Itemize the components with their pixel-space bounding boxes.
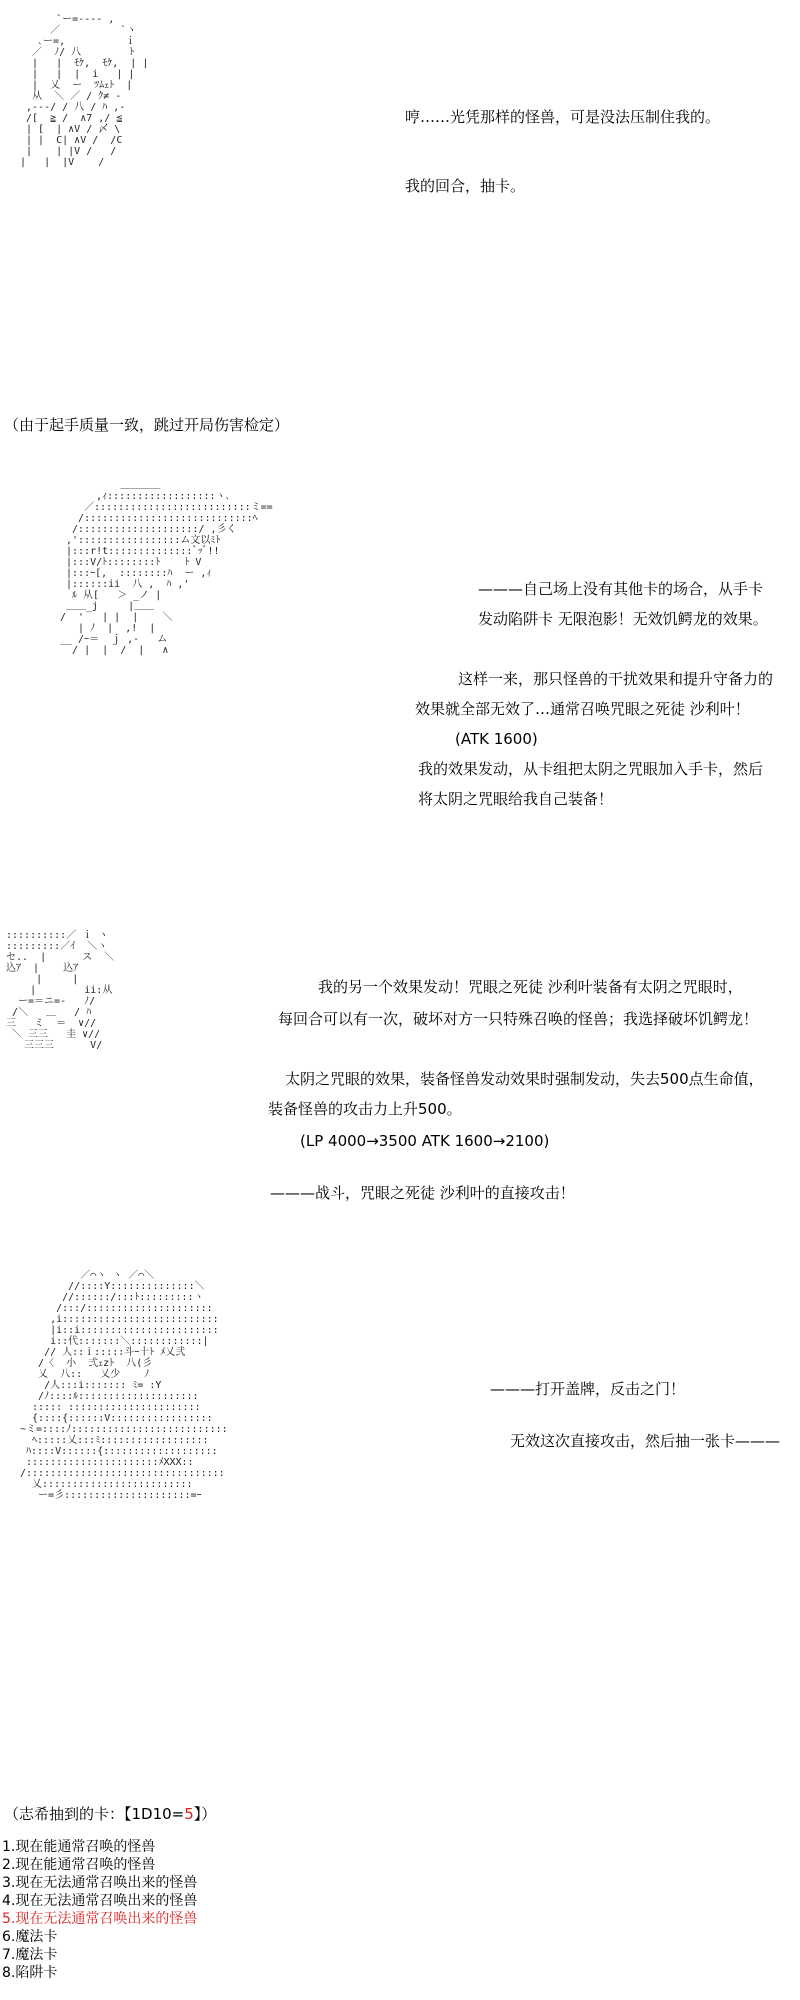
dialogue-line: 我的效果发动，从卡组把太阴之咒眼加入手卡，然后 <box>418 760 764 778</box>
roll-result-title <box>4 1803 216 1824</box>
roll-title-prefix: （志希抽到的卡：【1D10= <box>4 1805 185 1823</box>
card-option: 1.现在能通常召唤的怪兽 <box>2 1839 156 1855</box>
dialogue-line: 无效这次直接攻击，然后抽一张卡——— <box>510 1432 781 1450</box>
panel-2 <box>0 440 800 900</box>
dialogue-line: 哼……光凭那样的怪兽，可是没法压制住我的。 <box>405 108 721 126</box>
card-option: 6.魔法卡 <box>2 1929 58 1945</box>
dialogue-line: 将太阴之咒眼给我自己装备！ <box>418 790 614 808</box>
panel-4 <box>0 1260 800 1800</box>
dialogue-line: ———打开盖牌，反击之门！ <box>490 1380 686 1398</box>
dialogue-line: 效果就全部无效了…通常召唤咒眼之死徒 沙利叶！ <box>415 700 750 718</box>
roll-value: 5 <box>184 1805 194 1823</box>
dialogue-line: (ATK 1600) <box>455 730 538 748</box>
card-list <box>2 1838 197 1982</box>
dialogue-line: 装备怪兽的攻击力上升500。 <box>268 1100 462 1118</box>
dialogue-line: 我的另一个效果发动！咒眼之死徒 沙利叶装备有太阴之咒眼时， <box>318 978 743 996</box>
card-option: 8.陷阱卡 <box>2 1965 58 1981</box>
ascii-art-character: `ー=---‐ , ／ `ヽ ､ー=, ｉ ／ ﾉ/ 八 ﾄ | | ﾓｹ, ﾓｹ, | | | | | i | | | 乂 ー ﾂﾑｪﾄ | 从 ＼ ／ / ｸ≠ ‐ ,---/ / 八 / ﾊ ,- /[ ≧ / ∧7 ,/ ≦ | [ | ∧V / 〆 \ | | C| ∧V / /C | | |V / / | | |V / <box>20 14 149 168</box>
dialogue-line: 这样一来，那只怪兽的干扰效果和提升守备力的 <box>458 670 774 688</box>
panel-3 <box>0 920 800 1240</box>
card-option: 4.现在无法通常召唤出来的怪兽 <box>2 1893 198 1909</box>
dialogue-line: 每回合可以有一次，破坏对方一只特殊召唤的怪兽；我选择破坏饥鳄龙！ <box>278 1010 759 1028</box>
panel-1 <box>0 0 800 434</box>
dialogue-line: ———战斗，咒眼之死徒 沙利叶的直接攻击！ <box>270 1184 575 1202</box>
ascii-art-character: ／⌒ヽ ヽ ／⌒＼ //::::Y::::::::::::::＼ //::::::/:::ﾄ:::::::::ヽ /:::/::::::::::::::::::::: ,i:::::::::::::::::::::::::: |i::i::::::::::::::::::::::: i::代:::::::＼::::::::::::| // 人::ｉ:::::斗ｰ十ﾄ ﾒ乂弐 /〈 小 弍ｪzﾄ 八(彡 乂 八:: 乂少 ﾉ /人:::i::::::: ﾐ= :Y /ﾉ::::ﾙ:::::::::::::::::::: ::::: :::::::::::::::::::::: {::::{::::::V::::::::::::::::: ~ミ=::::ﾉ:::::::::::::::::::::::::: ﾍ:::::乂:::ﾐ:::::::::::::::::: ﾊ::::V::::::{::::::::::::::::::: ::::::::::::::::::::::ﾒXXX:: /::::::::::::::::::::::::::::::::: 乂::::::::::::::::::::::::: ー=彡:::::::::::::::::::::=ｰ <box>20 1270 228 1501</box>
dialogue-line: ———自己场上没有其他卡的场合，从手卡 <box>478 580 764 598</box>
dialogue-line: 我的回合，抽卡。 <box>405 177 526 195</box>
dialogue-line: (LP 4000→3500 ATK 1600→2100) <box>300 1132 550 1150</box>
narration-note: （由于起手质量一致，跳过开局伤害检定） <box>4 416 290 434</box>
ascii-art-character: ::::::::::／ ｉ ヽ :::::::::／ｲ ＼ヽ セ.. | ス ＼ 込ｱ | 込ｱ | | | ii:从 ー=＝ニ=- ﾉ/ /＼ ＿ / ﾊ 三 ミ ＝ ∨// ＼ 三三 圭 ∨// 三三三 V/ <box>6 930 115 1051</box>
ascii-art-character: ＿＿＿＿ ,ｨ::::::::::::::::::ヽ､ ／::::::::::::::::::::::::::ミ== /::::::::::::::::::::::::::::ﾍ /::::::::::::::::::::/ ,彡く ,':::::::::::::::::ム文以ﾐﾄ |:::r!t::::::::::::::ﾞｯﾞ!! |:::V/ﾄ::::::::ﾄ ﾄ V |:::ｰ[, ::::::::ﾊ ー ,ｨ |::::::ii 八 , ﾊ ,' ﾙ 从[ ＞ _ノ | ＿＿_j |＿＿ / ' | | | ＼ | ﾉ | ,! | __ /ｰ＝ ｊ ,- ム / | | / | ∧ <box>60 480 273 656</box>
card-option: 3.现在无法通常召唤出来的怪兽 <box>2 1875 198 1891</box>
card-option: 7.魔法卡 <box>2 1947 58 1963</box>
dialogue-line: 太阴之咒眼的效果，装备怪兽发动效果时强制发动，失去500点生命值， <box>285 1070 764 1088</box>
roll-title-suffix: 】） <box>193 1805 217 1823</box>
dialogue-line: 发动陷阱卡 无限泡影！无效饥鳄龙的效果。 <box>478 610 768 628</box>
card-option-selected: 5.现在无法通常召唤出来的怪兽 <box>2 1911 198 1927</box>
card-option: 2.现在能通常召唤的怪兽 <box>2 1857 156 1873</box>
